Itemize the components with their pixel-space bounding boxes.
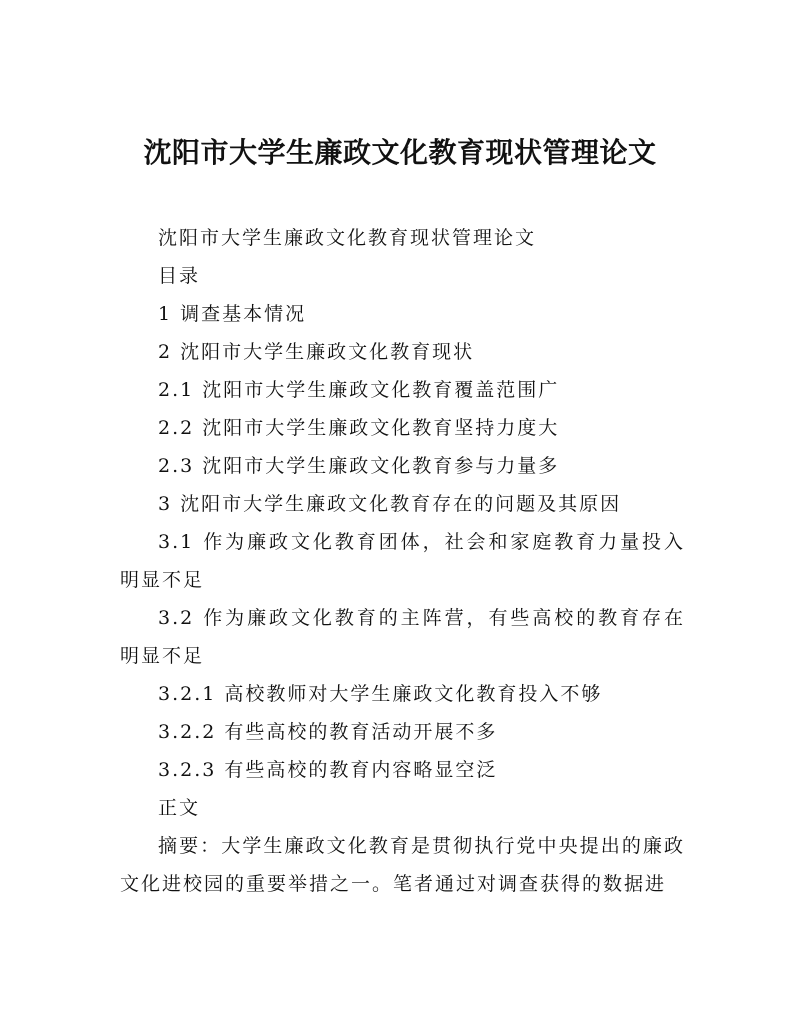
- toc-item: 3.2.1 高校教师对大学生廉政文化教育投入不够: [158, 683, 603, 705]
- toc-item: 3.2 作为廉政文化教育的主阵营，有些高校的教育存在明显不足: [120, 607, 685, 667]
- abstract-paragraph: 摘要：大学生廉政文化教育是贯彻执行党中央提出的廉政文化进校园的重要举措之一。笔者通过对调查获得的数据进: [120, 835, 685, 895]
- document-title: 沈阳市大学生廉政文化教育现状管理论文: [143, 136, 657, 169]
- toc-item: 2.3 沈阳市大学生廉政文化教育参与力量多: [158, 455, 560, 477]
- toc-item: 2.1 沈阳市大学生廉政文化教育覆盖范围广: [158, 379, 560, 401]
- toc-item: 2.2 沈阳市大学生廉政文化教育坚持力度大: [158, 417, 560, 439]
- toc-item: 3 沈阳市大学生廉政文化教育存在的问题及其原因: [158, 493, 622, 515]
- text-line: 沈阳市大学生廉政文化教育现状管理论文: [158, 227, 537, 249]
- toc-item: 3.1 作为廉政文化教育团体，社会和家庭教育力量投入明显不足: [120, 531, 685, 591]
- section-heading: 正文: [158, 797, 201, 819]
- toc-item: 3.2.2 有些高校的教育活动开展不多: [158, 721, 498, 743]
- document-body: [120, 219, 685, 903]
- toc-item: 1 调查基本情况: [158, 303, 307, 325]
- toc-item: 3.2.3 有些高校的教育内容略显空泛: [158, 759, 498, 781]
- toc-heading: 目录: [158, 265, 201, 287]
- toc-item: 2 沈阳市大学生廉政文化教育现状: [158, 341, 475, 363]
